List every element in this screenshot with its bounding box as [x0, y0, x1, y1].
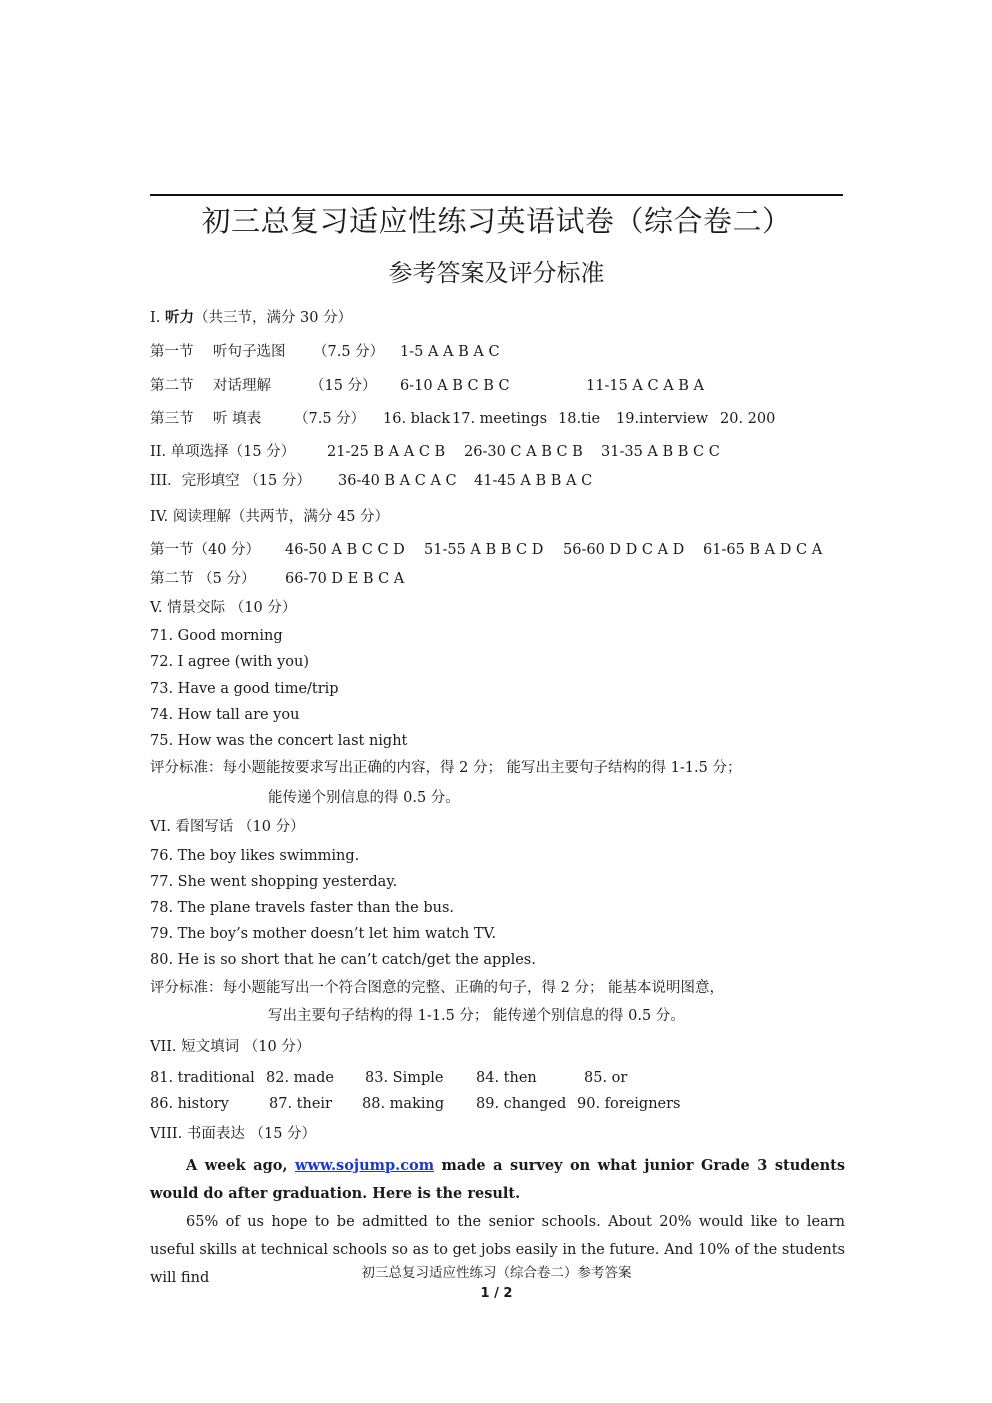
answer-item: 73. Have a good time/trip — [150, 681, 339, 697]
part-label: 第二节 （5 分） — [150, 571, 256, 587]
essay-intro-text-rest: made a survey on what junior Grade 3 students would do after graduation. Here is the result. — [150, 1157, 845, 1202]
section-5-heading: V. 情景交际 （10 分） — [150, 600, 297, 616]
part-label: 第一节 — [150, 344, 194, 360]
part-name: 听 填表 — [213, 411, 262, 427]
page-number: 1 / 2 — [480, 1286, 513, 1301]
answer-89: 89. changed — [476, 1096, 567, 1112]
section-6-heading: VI. 看图写话 （10 分） — [150, 819, 305, 835]
answer-group: 66-70 D E B C A — [285, 571, 405, 587]
section-4-heading: IV. 阅读理解（共两节，满分 45 分） — [150, 509, 390, 525]
answer-group: 11-15 A C A B A — [586, 378, 705, 394]
answer-81: 81. traditional — [150, 1070, 255, 1086]
answer-90: 90. foreigners — [577, 1096, 681, 1112]
survey-link[interactable]: www.sojump.com — [295, 1157, 435, 1174]
answer-group: 46-50 A B C C D — [285, 542, 405, 558]
scoring-criteria: 评分标准：每小题能写出一个符合图意的完整、正确的句子，得 2 分； 能基本说明图意， — [150, 980, 725, 996]
answer-group: 1-5 A A B A C — [400, 344, 500, 360]
answer-item: 77. She went shopping yesterday. — [150, 874, 398, 890]
answer-group: 56-60 D D C A D — [563, 542, 685, 558]
document-title: 初三总复习适应性练习英语试卷（综合卷二） — [201, 204, 792, 238]
scoring-criteria: 评分标准：每小题能按要求写出正确的内容，得 2 分； 能写出主要句子结构的得 1-1.5 分； — [150, 760, 742, 776]
answer-86: 86. history — [150, 1096, 229, 1112]
answer-group: 6-10 A B C B C — [400, 378, 510, 394]
answer-group: 41-45 A B B A C — [474, 473, 593, 489]
answer-82: 82. made — [266, 1070, 334, 1086]
part-label: 第一节（40 分） — [150, 542, 261, 558]
part-label: 第三节 — [150, 411, 194, 427]
answer-item: 72. I agree (with you) — [150, 654, 310, 670]
essay-intro — [150, 1152, 845, 1208]
part-points: （15 分） — [310, 378, 377, 394]
answer-group: 51-55 A B B C D — [424, 542, 544, 558]
section-8-heading: VIII. 书面表达 （15 分） — [150, 1126, 317, 1142]
document-subtitle: 参考答案及评分标准 — [388, 259, 605, 287]
answer-item: 80. He is so short that he can’t catch/get the apples. — [150, 952, 536, 968]
answer-item: 76. The boy likes swimming. — [150, 848, 360, 864]
answer-group: 36-40 B A C A C — [338, 473, 457, 489]
scoring-criteria-continued: 能传递个别信息的得 0.5 分。 — [268, 790, 460, 806]
section-2-heading: II. 单项选择（15 分） — [150, 444, 296, 460]
answer-group: 21-25 B A A C B — [327, 444, 446, 460]
section-7-heading: VII. 短文填词 （10 分） — [150, 1039, 311, 1055]
answer-84: 84. then — [476, 1070, 537, 1086]
answer-item: 74. How tall are you — [150, 707, 300, 723]
section-1-heading — [150, 307, 352, 329]
part-points: （7.5 分） — [313, 344, 385, 360]
section-1-title: 听力 — [164, 309, 194, 326]
part-points: （7.5 分） — [294, 411, 366, 427]
answer-item: 75. How was the concert last night — [150, 733, 408, 749]
answer-17: 17. meetings — [452, 411, 548, 427]
section-1-number: I. — [150, 310, 161, 326]
answer-group: 31-35 A B B C C — [601, 444, 720, 460]
answer-83: 83. Simple — [365, 1070, 444, 1086]
answer-item: 79. The boy’s mother doesn’t let him watch TV. — [150, 926, 497, 942]
scoring-criteria-continued: 写出主要句子结构的得 1-1.5 分； 能传递个别信息的得 0.5 分。 — [268, 1008, 685, 1024]
answer-16: 16. black — [383, 411, 451, 427]
header-rule — [150, 194, 843, 196]
part-name: 对话理解 — [213, 378, 271, 394]
answer-19: 19.interview — [616, 411, 709, 427]
answer-item: 78. The plane travels faster than the bus. — [150, 900, 455, 916]
answer-18: 18.tie — [558, 411, 601, 427]
page-footer: 初三总复习适应性练习（综合卷二）参考答案 — [361, 1265, 632, 1281]
answer-20: 20. 200 — [720, 411, 776, 427]
essay-intro-text: A week ago, — [186, 1157, 295, 1174]
section-1-points: （共三节，满分 30 分） — [193, 310, 353, 326]
answer-88: 88. making — [362, 1096, 445, 1112]
part-name: 听句子选图 — [213, 344, 286, 360]
answer-group: 61-65 B A D C A — [703, 542, 823, 558]
answer-item: 71. Good morning — [150, 628, 283, 644]
answer-85: 85. or — [584, 1070, 628, 1086]
answer-87: 87. their — [269, 1096, 332, 1112]
part-label: 第二节 — [150, 378, 194, 394]
essay-body: 65% of us hope to be admitted to the senior schools. About 20% would like to learn useful skills at technical schools so as to get jobs easily in the future. And 10% of the students will find — [150, 1214, 845, 1286]
answer-group: 26-30 C A B C B — [464, 444, 583, 460]
section-3-heading: III．完形填空 （15 分） — [150, 473, 311, 489]
